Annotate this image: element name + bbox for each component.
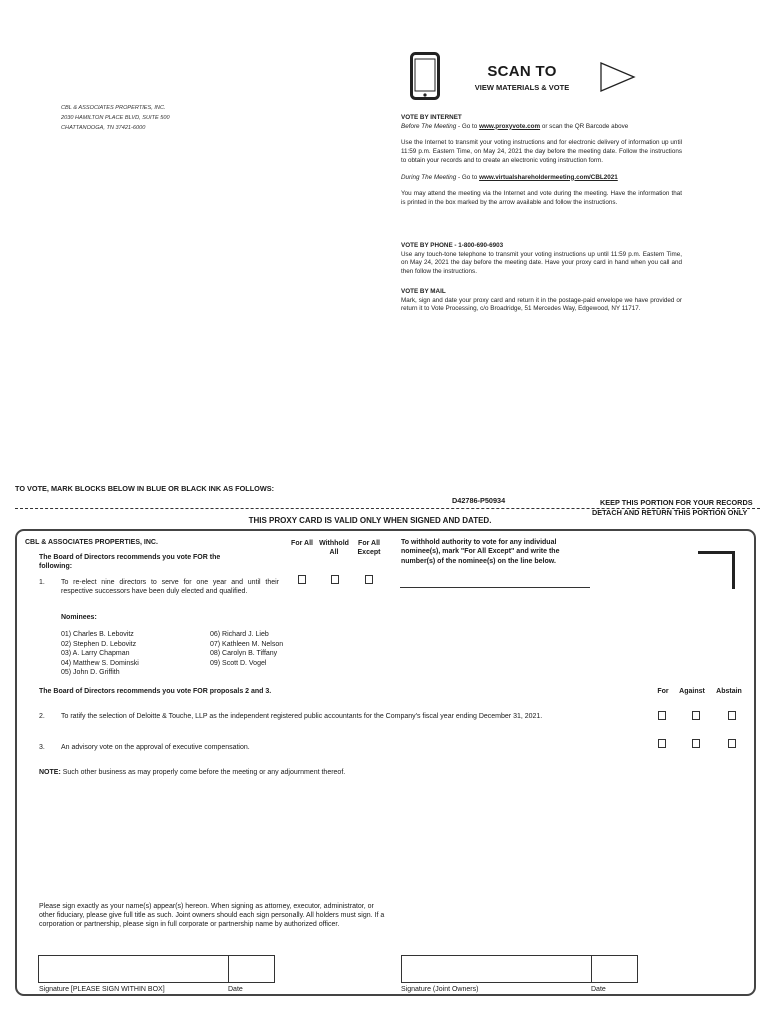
signature-label: Signature [PLEASE SIGN WITHIN BOX]	[39, 986, 165, 993]
during-meeting-label: During The Meeting	[401, 173, 457, 181]
proposal-2-against-checkbox[interactable]	[692, 711, 700, 720]
proposal-1-text: To re-elect nine directors to serve for one year and until their respective successors have been duly elected and qualified.	[61, 579, 279, 596]
vote-internet-heading: VOTE BY INTERNET	[401, 114, 462, 121]
header-for: For	[657, 688, 669, 695]
during-meeting-body: You may attend the meeting via the Internet and vote during the meeting. Have the information that is printed in the box marked by the arrow available and follow the instructions.	[401, 190, 682, 206]
note-text: Such other business as may properly come before the meeting or any adjournment thereof.	[60, 769, 346, 776]
company-address	[61, 103, 170, 133]
keep-portion-label: KEEP THIS PORTION FOR YOUR RECORDS	[600, 498, 753, 507]
nominee-item: 09) Scott D. Vogel	[210, 659, 267, 667]
virtual-meeting-link[interactable]: www.virtualshareholdermeeting.com/CBL2021	[479, 173, 618, 181]
nominee-item: 02) Stephen D. Lebovitz	[61, 640, 137, 648]
proposal-2-text: To ratify the selection of Deloitte & Touche, LLP as the independent registered public accountants for the Company's fiscal year ending December 31, 2021.	[61, 713, 543, 720]
nominee-item: 07) Kathleen M. Nelson	[210, 640, 284, 648]
control-code: D42786-P50934	[452, 496, 506, 505]
nominee-exception-line[interactable]	[400, 587, 590, 588]
nominees-right-column	[210, 630, 283, 668]
signature-date-divider	[228, 955, 229, 983]
proposal-3-abstain-checkbox[interactable]	[728, 739, 736, 748]
proposal-3-number: 3.	[39, 744, 45, 751]
joint-signature-box[interactable]	[401, 955, 638, 983]
board-recommendation-2: The Board of Directors recommends you vote FOR proposals 2 and 3.	[39, 688, 272, 695]
address-street: 2030 HAMILTON PLACE BLVD, SUITE 500	[61, 115, 170, 121]
proxyvote-link[interactable]: www.proxyvote.com	[479, 122, 541, 130]
detach-portion-label: DETACH AND RETURN THIS PORTION ONLY	[592, 508, 748, 517]
proposal-3-text: An advisory vote on the approval of executive compensation.	[61, 744, 250, 751]
joint-date-label: Date	[591, 986, 606, 993]
proposal-2-for-checkbox[interactable]	[658, 711, 666, 720]
withhold-instruction: To withhold authority to vote for any individual nominee(s), mark "For All Except" and write the number(s) of the nominee(s) on the line below.	[401, 539, 560, 565]
vote-mail-heading: VOTE BY MAIL	[401, 288, 446, 295]
valid-notice: THIS PROXY CARD IS VALID ONLY WHEN SIGNED AND DATED.	[248, 516, 492, 525]
joint-signature-date-divider	[591, 955, 592, 983]
vote-phone-body: Use any touch-tone telephone to transmit your voting instructions up until 11:59 p.m. Eastern Time, on May 24, 2021 the day before the meeting date. Have your proxy card in hand when you call and then follow the instructions.	[401, 250, 682, 276]
for-all-except-checkbox[interactable]	[365, 575, 373, 584]
for-all-checkbox[interactable]	[298, 575, 306, 584]
note-line	[39, 768, 345, 777]
vote-mail-section	[401, 288, 682, 314]
smartphone-icon	[410, 52, 440, 100]
proposal-2-number: 2.	[39, 713, 45, 720]
board-recommendation-1: The Board of Directors recommends you vote FOR the following:	[39, 554, 221, 571]
scan-subtitle: VIEW MATERIALS & VOTE	[474, 83, 570, 92]
vote-phone-heading: VOTE BY PHONE - 1-800-690-6903	[401, 242, 504, 249]
address-city: CHATTANOOGA, TN 37421-6000	[61, 125, 146, 131]
withhold-all-checkbox[interactable]	[331, 575, 339, 584]
header-abstain: Abstain	[716, 688, 742, 695]
scan-title: SCAN TO	[487, 63, 557, 80]
header-withhold-all: Withhold All	[319, 540, 349, 556]
proposal-1-number: 1.	[39, 579, 45, 586]
corner-mark	[698, 551, 735, 589]
nominee-item: 06) Richard J. Lieb	[210, 631, 269, 638]
nominees-left-column	[61, 630, 139, 678]
signature-box[interactable]	[38, 955, 275, 983]
note-label: NOTE:	[39, 769, 61, 776]
joint-signature-label: Signature (Joint Owners)	[401, 986, 479, 993]
nominee-item: 01) Charles B. Lebovitz	[61, 631, 134, 638]
date-label: Date	[228, 986, 243, 993]
internet-body: Use the Internet to transmit your voting instructions and for electronic delivery of information up until 11:59 p.m. Eastern Time, on May 24, 2021 the day before the meeting date. Follow the instructions to obtain your records and to create an electronic voting instruction form.	[401, 139, 682, 164]
nominee-item: 05) John D. Griffith	[61, 669, 120, 676]
nominees-label: Nominees:	[61, 614, 97, 621]
card-company-name: CBL & ASSOCIATES PROPERTIES, INC.	[25, 539, 158, 546]
nominee-item: 04) Matthew S. Dominski	[61, 659, 139, 667]
proposal-3-against-checkbox[interactable]	[692, 739, 700, 748]
vote-phone-section	[401, 242, 682, 277]
sign-instructions: Please sign exactly as your name(s) appear(s) hereon. When signing as attorney, executor, administrator, or other fiduciary, please give full title as such. Joint owners should each sign personally. All holders must sign. If a corporation or partnership, please sign in full corporate or partnership name by authorized officer.	[39, 903, 385, 928]
before-meeting-line: Before The Meeting - Go to www.proxyvote.com or scan the QR Barcode above	[401, 122, 629, 130]
nominee-item: 08) Carolyn B. Tiffany	[210, 650, 278, 657]
vote-internet-section	[401, 114, 682, 208]
mark-instruction: TO VOTE, MARK BLOCKS BELOW IN BLUE OR BLACK INK AS FOLLOWS:	[15, 484, 275, 493]
header-against: Against	[679, 688, 705, 695]
address-name: CBL & ASSOCIATES PROPERTIES, INC.	[61, 105, 166, 111]
before-meeting-label: Before The Meeting	[401, 122, 457, 130]
vote-mail-body: Mark, sign and date your proxy card and return it in the postage-paid envelope we have provided or return it to Vote Processing, c/o Broadridge, 51 Mercedes Way, Edgewood, NY 11717.	[401, 296, 682, 313]
arrow-right-icon	[600, 62, 636, 92]
proposal-2-abstain-checkbox[interactable]	[728, 711, 736, 720]
during-meeting-line: During The Meeting - Go to www.virtualshareholdermeeting.com/CBL2021	[401, 173, 618, 181]
header-for-all-except: For All Except	[357, 540, 381, 556]
proposal-3-for-checkbox[interactable]	[658, 739, 666, 748]
header-for-all: For All	[291, 540, 313, 547]
nominee-item: 03) A. Larry Chapman	[61, 650, 130, 657]
